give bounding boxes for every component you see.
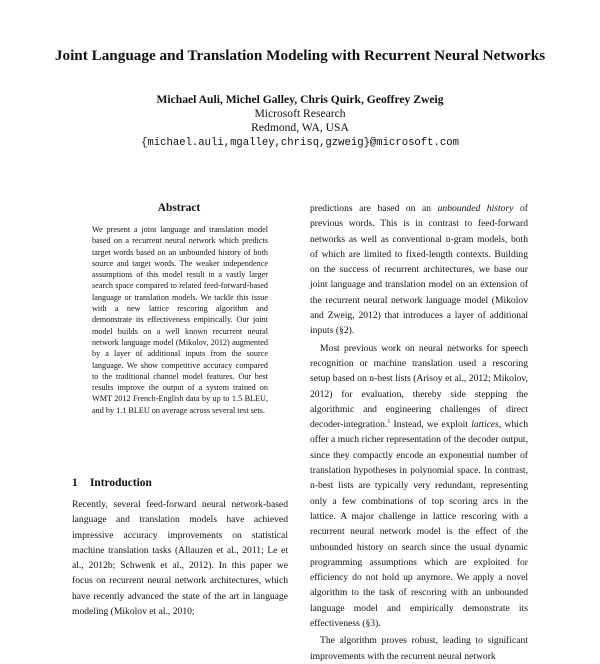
section-title: Introduction <box>90 477 152 489</box>
right-column-text <box>310 201 528 664</box>
p1-text-end: of previous words. This is in contrast to feed-forward networks as well as conventional n-gram models, both of which are limited to fixed-length contexts. Building on the success of recurrent architectures, we base our joint language and translation model on an extension of the recurrent neural network language model (Mikolov and Zweig, 2012) that introduces a layer of additional inputs (§2). <box>310 203 528 337</box>
p2-emphasis: lattices <box>471 419 499 431</box>
p2-text-end: , which offer a much richer representation of the decoder output, since they compactly encode an exponential number of translation hypotheses in polynomial space. In contrast, n-best lists are typically very redundant, representing only a few combinations of top scoring arcs in the lattice. A major challenge in lattice rescoring with a recurrent neural network model is the effect of the unbounded history on search since the usual dynamic programming assumptions which are exploited for efficiency do not hold up anymore. We apply a novel algorithm to the task of rescoring with an unbounded language model and empirically demonstrate its effectiveness (§3). <box>310 419 528 630</box>
p2-text-start: Most previous work on neural networks for speech recognition or machine translation used a rescoring setup based on n-best lists (Arisoy et al., 2012; Mikolov, 2012) for evaluation, thereby side stepping the algorithmic and engineering challenges of direct decoder-integration. <box>310 342 528 431</box>
section-number: 1 <box>72 477 78 489</box>
paper-title: Joint Language and Translation Modeling with Recurrent Neural Networks <box>54 47 546 64</box>
affiliation: Microsoft Research <box>254 107 346 120</box>
paragraph-1 <box>310 201 528 339</box>
abstract-section <box>72 201 286 416</box>
introduction-heading <box>72 476 152 490</box>
abstract-heading: Abstract <box>157 202 201 214</box>
location: Redmond, WA, USA <box>251 121 349 134</box>
paragraph-2 <box>310 341 528 632</box>
p1-text-start: predictions are based on an <box>310 203 438 214</box>
footnote-marker: 1 <box>387 418 391 425</box>
introduction-body: Recently, several feed-forward neural network-based language and translation models have achieved impressive accuracy improvements on statistical machine translation tasks (Allauzen et al., 2011; Le et al., 2012b; Schwenk et al., 2012). In this paper we focus on recurrent neural network architectures, which have recently advanced the state of the art in language modeling (Mikolov et al., 2010; <box>72 499 288 618</box>
author-emails: {michael.auli,mgalley,chrisq,gzweig}@microsoft.com <box>141 137 459 149</box>
p2-text-mid: Instead, we exploit <box>390 419 472 431</box>
p1-emphasis: unbounded history <box>437 203 514 214</box>
abstract-body: We present a joint language and translation model based on a recurrent neural network which predicts target words based on an unbounded history of both source and target words. The weaker independence assumptions of this model result in a vastly larger search space compared to related feed-forward-based language or translation models. We tackle this issue with a new lattice rescoring algorithm and demonstrate its effectiveness empirically. Our joint model builds on a well known recurrent neural network language model (Mikolov, 2012) augmented by a layer of additional inputs from the source language. We show competitive accuracy compared to the traditional channel model features. Our best results improve the output of a system trained on WMT 2012 French-English data by up to 1.5 BLEU, and by 1.1 BLEU on average across several test sets. <box>92 225 268 415</box>
author-block <box>60 93 540 150</box>
author-names: Michael Auli, Michel Galley, Chris Quirk, Geoffrey Zweig <box>156 93 444 106</box>
paragraph-3: The algorithm proves robust, leading to significant improvements with the recurrent neural network <box>310 635 528 662</box>
